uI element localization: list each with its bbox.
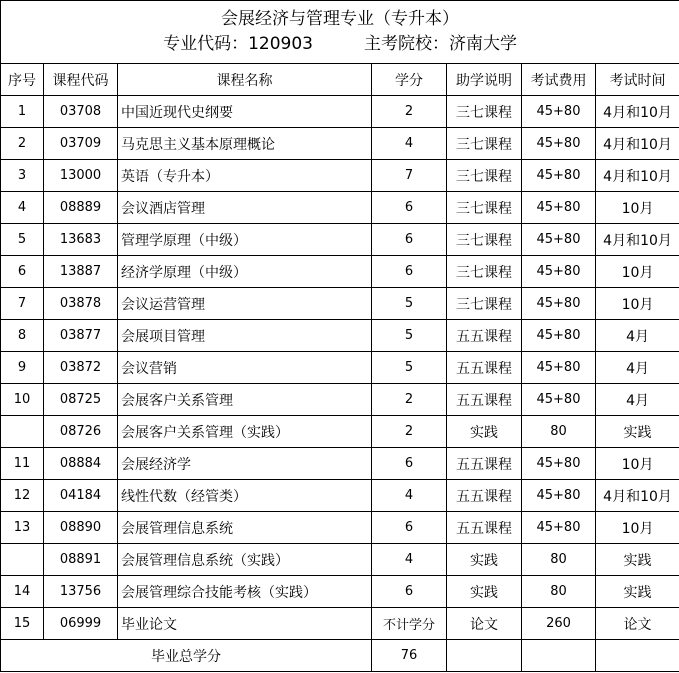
study-note-cell: 五五课程: [447, 512, 522, 544]
credit-cell: 6: [372, 192, 447, 224]
study-note-cell: 实践: [447, 576, 522, 608]
credit-cell: 4: [372, 480, 447, 512]
header-fee: 考试费用: [522, 64, 596, 96]
row-number-cell: 2: [1, 128, 44, 160]
course-code-cell: 03708: [44, 96, 118, 128]
table-row: [1, 224, 679, 256]
course-code-cell: 08890: [44, 512, 118, 544]
course-name-cell: 经济学原理（中级）: [118, 256, 372, 288]
exam-fee-cell: 45+80: [522, 192, 596, 224]
exam-time-cell: 4月和10月: [596, 160, 679, 192]
study-note-cell: 三七课程: [447, 96, 522, 128]
credit-cell: 5: [372, 288, 447, 320]
credit-cell: 6: [372, 576, 447, 608]
exam-time-cell: 实践: [596, 576, 679, 608]
course-code-cell: 06999: [44, 608, 118, 640]
exam-fee-cell: 45+80: [522, 512, 596, 544]
header-row: [1, 64, 679, 96]
total-fee-cell: [522, 640, 596, 672]
course-code-cell: 04184: [44, 480, 118, 512]
row-number-cell: 12: [1, 480, 44, 512]
table-row: [1, 320, 679, 352]
course-code-cell: 03872: [44, 352, 118, 384]
course-name-cell: 会展管理综合技能考核（实践）: [118, 576, 372, 608]
course-name-cell: 线性代数（经管类）: [118, 480, 372, 512]
study-note-cell: 三七课程: [447, 160, 522, 192]
row-number-cell: 10: [1, 384, 44, 416]
exam-time-cell: 4月: [596, 320, 679, 352]
exam-fee-cell: 45+80: [522, 384, 596, 416]
exam-time-cell: 4月: [596, 384, 679, 416]
title-row: [1, 1, 679, 64]
header-credit: 学分: [372, 64, 447, 96]
study-note-cell: 三七课程: [447, 192, 522, 224]
study-note-cell: 实践: [447, 544, 522, 576]
table-row: [1, 544, 679, 576]
row-number-cell: 14: [1, 576, 44, 608]
exam-fee-cell: 45+80: [522, 96, 596, 128]
header-name: 课程名称: [118, 64, 372, 96]
study-note-cell: 五五课程: [447, 448, 522, 480]
table-row: [1, 128, 679, 160]
table-row: [1, 288, 679, 320]
table-row: [1, 352, 679, 384]
study-note-cell: 三七课程: [447, 128, 522, 160]
table-row: [1, 608, 679, 640]
study-note-cell: 三七课程: [447, 256, 522, 288]
table-row: [1, 576, 679, 608]
course-name-cell: 中国近现代史纲要: [118, 96, 372, 128]
course-name-cell: 会展项目管理: [118, 320, 372, 352]
exam-fee-cell: 45+80: [522, 480, 596, 512]
study-note-cell: 三七课程: [447, 224, 522, 256]
course-name-cell: 会议营销: [118, 352, 372, 384]
exam-time-cell: 论文: [596, 608, 679, 640]
study-note-cell: 五五课程: [447, 352, 522, 384]
course-name-cell: 会展客户关系管理: [118, 384, 372, 416]
total-label-cell: 毕业总学分: [1, 640, 372, 672]
row-number-cell: 5: [1, 224, 44, 256]
title-cell: [1, 1, 679, 64]
row-number-cell: 15: [1, 608, 44, 640]
course-name-cell: 英语（专升本）: [118, 160, 372, 192]
credit-cell: 6: [372, 448, 447, 480]
header-time: 考试时间: [596, 64, 679, 96]
row-number-cell: 9: [1, 352, 44, 384]
exam-fee-cell: 45+80: [522, 160, 596, 192]
exam-fee-cell: 80: [522, 544, 596, 576]
table-row: [1, 256, 679, 288]
exam-time-cell: 10月: [596, 512, 679, 544]
course-name-cell: 会议运营管理: [118, 288, 372, 320]
course-code-cell: 08725: [44, 384, 118, 416]
course-code-cell: 13756: [44, 576, 118, 608]
exam-fee-cell: 45+80: [522, 224, 596, 256]
credit-cell: 4: [372, 128, 447, 160]
course-name-cell: 会展管理信息系统: [118, 512, 372, 544]
total-row: [1, 640, 679, 672]
study-note-cell: 三七课程: [447, 288, 522, 320]
table-row: [1, 192, 679, 224]
exam-time-cell: 10月: [596, 256, 679, 288]
exam-time-cell: 10月: [596, 288, 679, 320]
exam-time-cell: 实践: [596, 416, 679, 448]
study-note-cell: 五五课程: [447, 384, 522, 416]
exam-time-cell: 4月和10月: [596, 128, 679, 160]
credit-cell: 不计学分: [372, 608, 447, 640]
row-number-cell: 1: [1, 96, 44, 128]
exam-fee-cell: 45+80: [522, 352, 596, 384]
course-name-cell: 会议酒店管理: [118, 192, 372, 224]
exam-fee-cell: 260: [522, 608, 596, 640]
course-code-cell: 13683: [44, 224, 118, 256]
exam-fee-cell: 45+80: [522, 448, 596, 480]
course-name-cell: 马克思主义基本原理概论: [118, 128, 372, 160]
major-title: 会展经济与管理专业（专升本）: [221, 9, 460, 29]
exam-time-cell: 4月和10月: [596, 480, 679, 512]
exam-time-cell: 4月和10月: [596, 224, 679, 256]
exam-time-cell: 10月: [596, 192, 679, 224]
row-number-cell: 6: [1, 256, 44, 288]
credit-cell: 4: [372, 544, 447, 576]
credit-cell: 6: [372, 256, 447, 288]
course-name-cell: 会展管理信息系统（实践）: [118, 544, 372, 576]
exam-fee-cell: 45+80: [522, 288, 596, 320]
credit-cell: 2: [372, 384, 447, 416]
total-time-cell: [596, 640, 679, 672]
credit-cell: 2: [372, 96, 447, 128]
exam-time-cell: 10月: [596, 448, 679, 480]
table-row: [1, 384, 679, 416]
course-code-cell: 03878: [44, 288, 118, 320]
header-note: 助学说明: [447, 64, 522, 96]
course-name-cell: 会展经济学: [118, 448, 372, 480]
credit-cell: 6: [372, 224, 447, 256]
course-code-cell: 08891: [44, 544, 118, 576]
total-credit-cell: 76: [372, 640, 447, 672]
row-number-cell: 3: [1, 160, 44, 192]
exam-fee-cell: 45+80: [522, 320, 596, 352]
table-row: [1, 160, 679, 192]
course-code-cell: 08726: [44, 416, 118, 448]
table-row: [1, 512, 679, 544]
course-code-cell: 08884: [44, 448, 118, 480]
course-code-cell: 03877: [44, 320, 118, 352]
study-note-cell: 论文: [447, 608, 522, 640]
credit-cell: 2: [372, 416, 447, 448]
study-note-cell: 实践: [447, 416, 522, 448]
exam-fee-cell: 45+80: [522, 256, 596, 288]
course-name-cell: 会展客户关系管理（实践）: [118, 416, 372, 448]
header-code: 课程代码: [44, 64, 118, 96]
row-number-cell: 13: [1, 512, 44, 544]
row-number-cell: 7: [1, 288, 44, 320]
row-number-cell: 8: [1, 320, 44, 352]
credit-cell: 5: [372, 320, 447, 352]
exam-time-cell: 实践: [596, 544, 679, 576]
table-row: [1, 416, 679, 448]
course-code-cell: 13887: [44, 256, 118, 288]
major-code-and-school: 专业代码：120903 主考院校：济南大学: [163, 34, 517, 54]
credit-cell: 5: [372, 352, 447, 384]
course-code-cell: 03709: [44, 128, 118, 160]
exam-fee-cell: 45+80: [522, 128, 596, 160]
table-row: [1, 448, 679, 480]
course-code-cell: 08889: [44, 192, 118, 224]
table-row: [1, 480, 679, 512]
study-note-cell: 五五课程: [447, 320, 522, 352]
row-number-cell: [1, 416, 44, 448]
credit-cell: 6: [372, 512, 447, 544]
exam-fee-cell: 80: [522, 576, 596, 608]
table-row: [1, 96, 679, 128]
exam-time-cell: 4月和10月: [596, 96, 679, 128]
course-name-cell: 管理学原理（中级）: [118, 224, 372, 256]
total-note-cell: [447, 640, 522, 672]
exam-time-cell: 4月: [596, 352, 679, 384]
credit-cell: 7: [372, 160, 447, 192]
course-code-cell: 13000: [44, 160, 118, 192]
row-number-cell: 4: [1, 192, 44, 224]
study-note-cell: 五五课程: [447, 480, 522, 512]
exam-fee-cell: 80: [522, 416, 596, 448]
row-number-cell: [1, 544, 44, 576]
row-number-cell: 11: [1, 448, 44, 480]
header-no: 序号: [1, 64, 44, 96]
course-name-cell: 毕业论文: [118, 608, 372, 640]
